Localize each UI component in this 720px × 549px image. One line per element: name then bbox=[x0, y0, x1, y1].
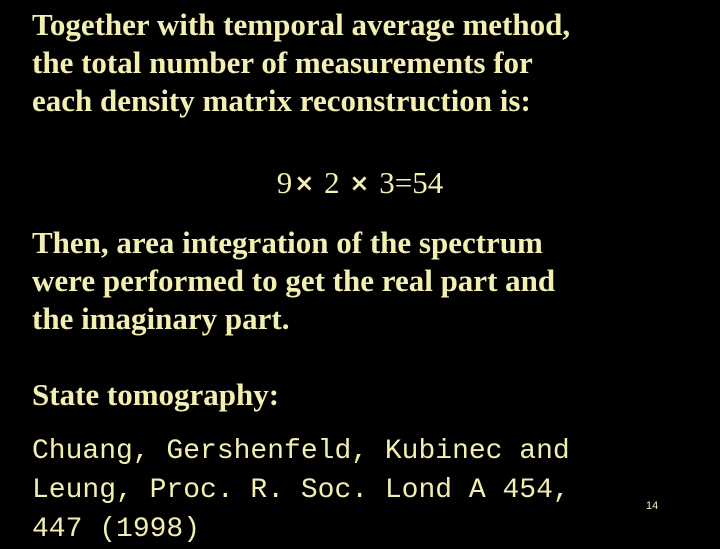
citation-line: 447 (1998) bbox=[32, 514, 201, 545]
equation-term: 2 bbox=[324, 165, 340, 200]
measurement-count-equation bbox=[0, 164, 720, 204]
citation-line: Chuang, Gershenfeld, Kubinec and bbox=[32, 436, 570, 467]
text-line: were performed to get the real part and bbox=[32, 263, 556, 298]
multiply-sign: × bbox=[294, 169, 315, 197]
integration-paragraph bbox=[32, 224, 555, 338]
equation-result: 3=54 bbox=[379, 165, 444, 200]
state-tomography-heading: State tomography: bbox=[32, 377, 280, 412]
reference-citation bbox=[32, 432, 570, 549]
text-line: the total number of measurements for bbox=[32, 45, 533, 80]
text-line: Then, area integration of the spectrum bbox=[32, 225, 543, 260]
text-line: Together with temporal average method, bbox=[32, 7, 571, 42]
multiply-sign: × bbox=[349, 169, 370, 197]
equation-term: 9 bbox=[276, 165, 293, 200]
text-line: each density matrix reconstruction is: bbox=[32, 83, 531, 118]
citation-line: Leung, Proc. R. Soc. Lond A 454, bbox=[32, 475, 570, 506]
page-number: 14 bbox=[646, 500, 659, 512]
measurements-paragraph bbox=[32, 6, 570, 120]
text-line: the imaginary part. bbox=[32, 301, 290, 336]
